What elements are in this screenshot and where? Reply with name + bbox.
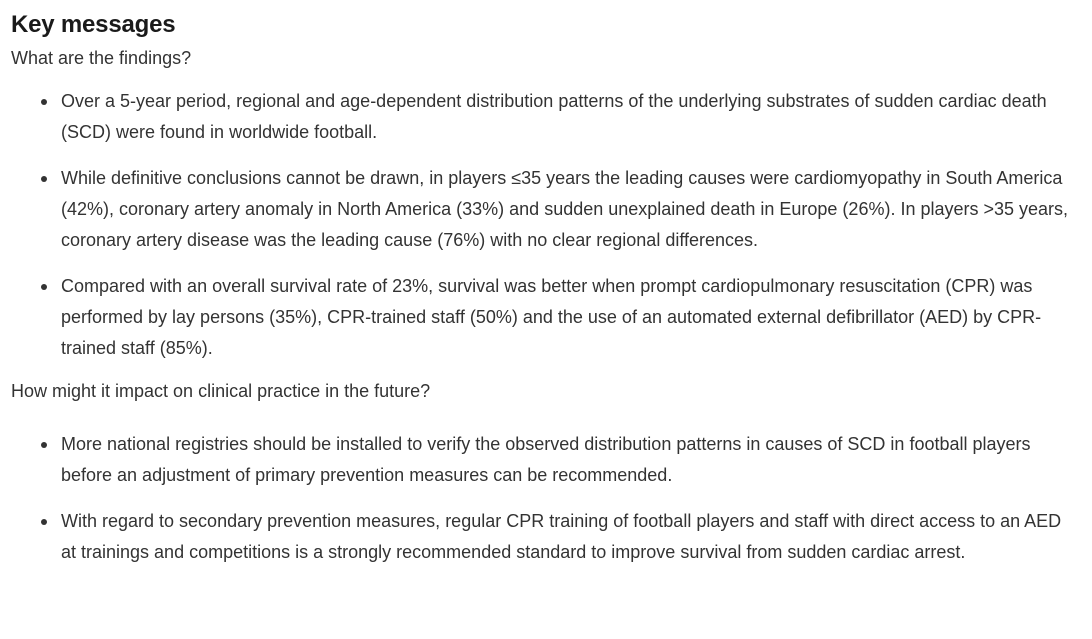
findings-question: What are the findings? bbox=[11, 48, 192, 68]
impact-list bbox=[11, 429, 1092, 568]
bullet-icon bbox=[41, 442, 47, 448]
list-item-text: Over a 5-year period, regional and age-dependent distribution patterns of the underlying substrates of sudden cardiac death (SCD) were found in worldwide football. bbox=[61, 91, 1047, 142]
bullet-icon bbox=[41, 99, 47, 105]
list-item bbox=[11, 429, 1092, 491]
list-item bbox=[11, 271, 1092, 364]
list-item bbox=[11, 506, 1092, 568]
bullet-icon bbox=[41, 284, 47, 290]
list-item-text: With regard to secondary prevention measures, regular CPR training of football players and staff with direct access to an AED at trainings and competitions is a strongly recommended standard to improve survival from sudden cardiac arrest. bbox=[61, 511, 1062, 562]
list-item-text: While definitive conclusions cannot be drawn, in players ≤35 years the leading causes were cardiomyopathy in South America (42%), coronary artery anomaly in North America (33%) and sudden unexplained death in Europe (26%). In players >35 years, coronary artery disease was the leading cause (76%) with no clear regional differences. bbox=[61, 168, 1069, 250]
bullet-icon bbox=[41, 519, 47, 525]
page-title: Key messages bbox=[11, 11, 176, 38]
list-item-text: More national registries should be installed to verify the observed distribution patterns in causes of SCD in football players before an adjustment of primary prevention measures can be recommended. bbox=[61, 434, 1031, 485]
findings-list bbox=[11, 86, 1092, 364]
list-item bbox=[11, 163, 1092, 256]
impact-question: How might it impact on clinical practice in the future? bbox=[11, 381, 431, 401]
list-item-text: Compared with an overall survival rate of 23%, survival was better when prompt cardiopulmonary resuscitation (CPR) was performed by lay persons (35%), CPR-trained staff (50%) and the use of an automated external defibrillator (AED) by CPR-trained staff (85%). bbox=[61, 276, 1042, 358]
list-item bbox=[11, 86, 1092, 148]
bullet-icon bbox=[41, 176, 47, 182]
